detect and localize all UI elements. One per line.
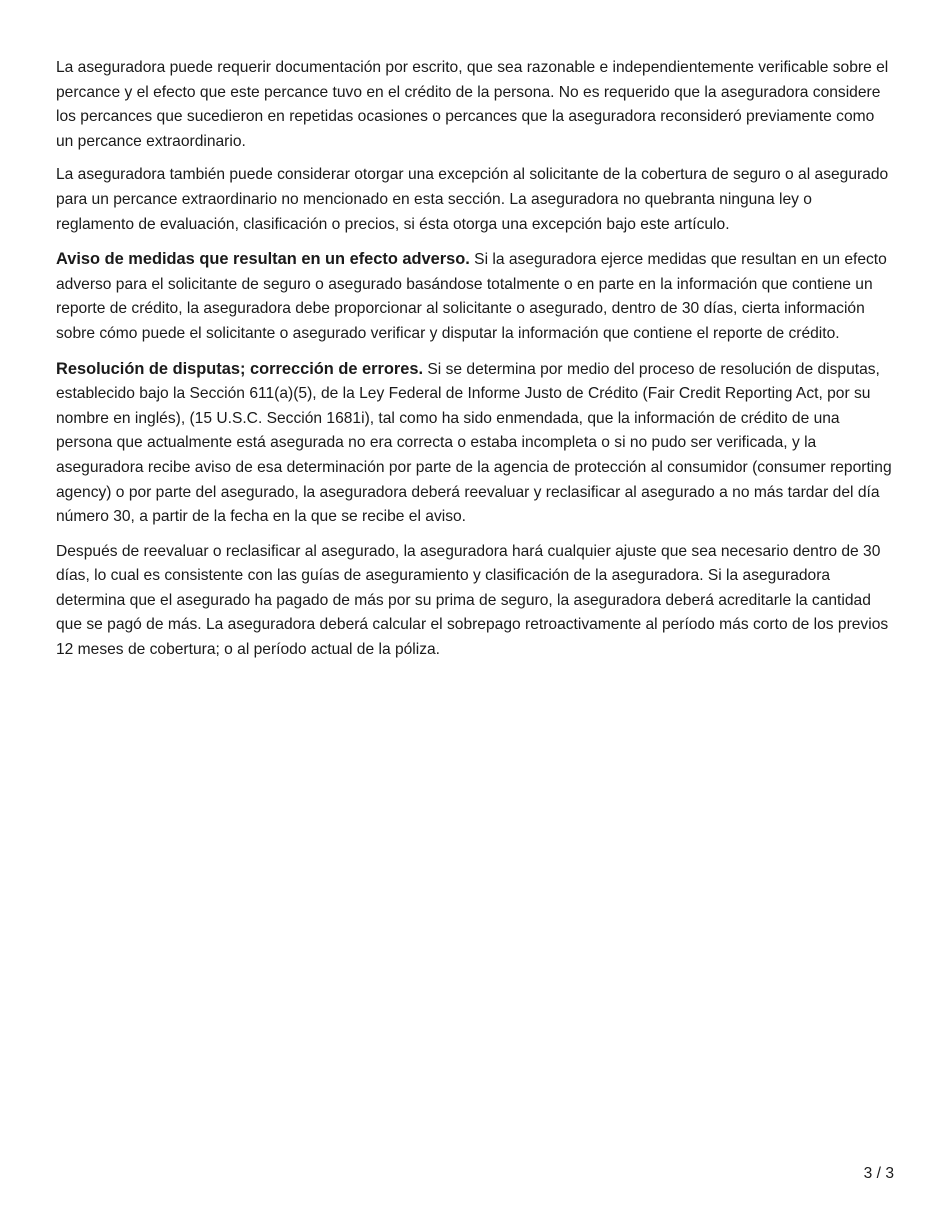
- paragraph-text: Después de reevaluar o reclasificar al asegurado, la aseguradora hará cualquier ajuste que sea necesario dentro de 30 días, lo cual es consistente con las guías de aseguramiento y clasificación de la aseguradora. Si la aseguradora determina que el asegurado ha pagado de más por su prima de seguro, la aseguradora deberá acreditarle la cantidad que se pagó de más. La aseguradora deberá calcular el sobrepago retroactivamente al período más corto de los previos 12 meses de cobertura; o al período actual de la póliza.: [56, 542, 889, 659]
- paragraph-text: La aseguradora también puede considerar otorgar una excepción al solicitante de la cobertura de seguro o al asegurado para un percance extraordinario no mencionado en esta sección. La aseguradora no quebranta ninguna ley o reglamento de evaluación, clasificación o precios, si ésta otorga una excepción bajo este artículo.: [56, 166, 889, 233]
- paragraph-text: La aseguradora puede requerir documentación por escrito, que sea razonable e independientemente verificable sobre el percance y el efecto que este percance tuvo en el crédito de la persona. No es requerido que la aseguradora considere los percances que sucedieron en repetidas ocasiones o percances que la aseguradora reconsideró previamente como un percance extraordinario.: [56, 59, 889, 150]
- paragraph-text: Si se determina por medio del proceso de resolución de disputas, establecido bajo la Sección 611(a)(5), de la Ley Federal de Informe Justo de Crédito (Fair Credit Reporting Act, por su nombre en inglés), (15 U.S.C. Sección 1681i), tal como ha sido enmendada, que la información de crédito de una persona que actualmente está asegurada no era correcta o estaba incompleta o si no pudo ser verificada, y la aseguradora recibe aviso de esa determinación por parte de la agencia de protección al consumidor (consumer reporting agency) o por parte del asegurado, la aseguradora deberá reevaluar y reclasificar al asegurado a no más tardar del día número 30, a partir de la fecha en la que se recibe el aviso.: [56, 360, 892, 526]
- paragraph-adverse-action-notice: [56, 247, 894, 346]
- paragraph-dispute-resolution: [56, 357, 894, 530]
- paragraph-documentation-requirement: [56, 56, 894, 154]
- paragraph-heading: Resolución de disputas; corrección de errores.: [56, 359, 424, 378]
- paragraph-exception: [56, 163, 894, 237]
- paragraph-heading: Aviso de medidas que resultan en un efecto adverso.: [56, 250, 470, 269]
- paragraph-reevaluation-adjustment: [56, 540, 894, 663]
- document-page: [56, 56, 894, 672]
- paragraph-text: Si la aseguradora ejerce medidas que resultan en un efecto adverso para el solicitante de seguro o asegurado basándose totalmente o en parte en la información que contiene un reporte de crédito, la aseguradora debe proporcionar al solicitante o asegurado, dentro de 30 días, cierta información sobre cómo puede el solicitante o asegurado verificar y disputar la información que contiene el reporte de crédito.: [56, 251, 887, 342]
- page-number: 3 / 3: [863, 1165, 894, 1182]
